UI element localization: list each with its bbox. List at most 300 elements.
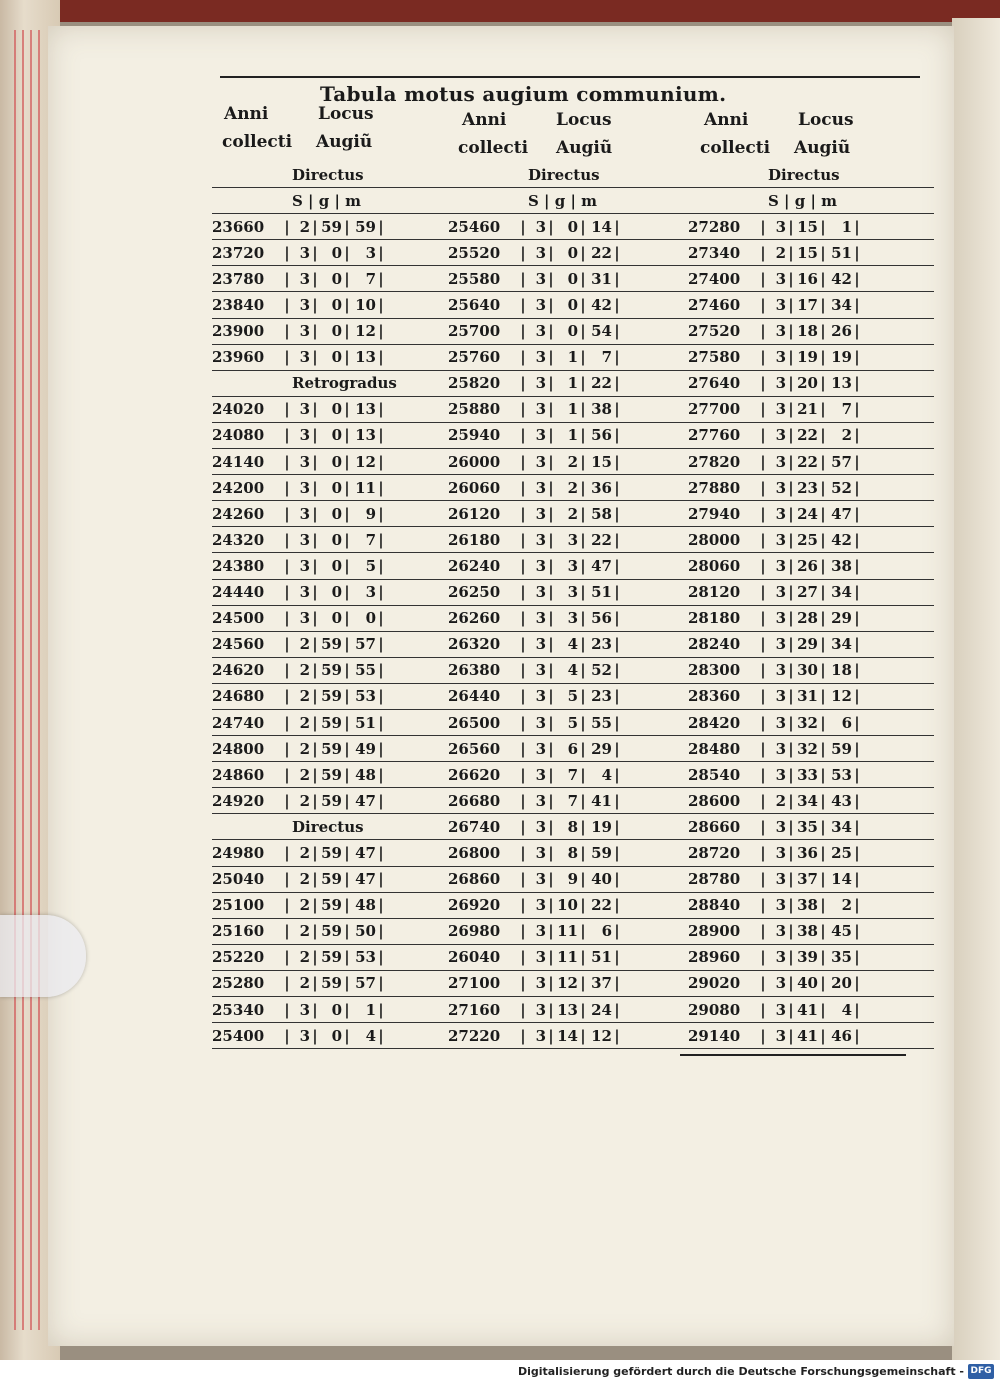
degrees-cell: 3 (567, 530, 578, 549)
column-separator: | (614, 765, 620, 784)
minutes-cell: 4 (365, 1026, 376, 1045)
table-row (212, 345, 458, 371)
column-separator: | (788, 556, 794, 575)
column-separator: | (760, 504, 766, 523)
signs-cell: 3 (535, 504, 546, 523)
column-separator: | (344, 739, 350, 758)
column-separator: | (854, 609, 860, 628)
table-row (212, 840, 458, 866)
degrees-cell: 11 (557, 948, 578, 967)
column-separator: | (580, 530, 586, 549)
column-separator: | (614, 583, 620, 602)
column-separator: | (788, 348, 794, 367)
degrees-cell: 59 (321, 974, 342, 993)
column-separator: | (614, 217, 620, 236)
signs-cell: 3 (299, 269, 310, 288)
year-cell: 25940 (448, 426, 501, 445)
minutes-cell: 52 (831, 478, 852, 497)
column-separator: | (820, 765, 826, 784)
header-locus-3: Locus (798, 110, 854, 130)
column-separator: | (284, 661, 290, 680)
column-separator: | (788, 922, 794, 941)
minutes-cell: 35 (831, 948, 852, 967)
signs-cell: 2 (775, 243, 786, 262)
column-separator: | (312, 504, 318, 523)
column-separator: | (760, 348, 766, 367)
minutes-cell: 34 (831, 296, 852, 315)
signs-cell: 3 (299, 296, 310, 315)
column-separator: | (284, 530, 290, 549)
column-separator: | (820, 374, 826, 393)
column-separator: | (520, 478, 526, 497)
page-clip (0, 915, 86, 997)
column-separator: | (760, 739, 766, 758)
table-row (448, 632, 694, 658)
minutes-cell: 31 (591, 269, 612, 288)
year-cell: 28960 (688, 948, 741, 967)
signs-cell: 2 (299, 765, 310, 784)
column-separator: | (760, 583, 766, 602)
column-separator: | (820, 426, 826, 445)
column-separator: | (378, 426, 384, 445)
degrees-cell: 31 (797, 687, 818, 706)
column-separator: | (520, 765, 526, 784)
column-separator: | (580, 269, 586, 288)
column-separator: | (760, 243, 766, 262)
column-separator: | (378, 739, 384, 758)
degrees-cell: 0 (567, 269, 578, 288)
column-separator: | (312, 609, 318, 628)
signs-cell: 3 (775, 530, 786, 549)
minutes-cell: 55 (591, 713, 612, 732)
column-separator: | (760, 896, 766, 915)
degrees-cell: 0 (567, 296, 578, 315)
column-separator: | (548, 322, 554, 341)
signs-cell: 3 (775, 217, 786, 236)
degrees-cell: 25 (797, 530, 818, 549)
year-cell: 23900 (212, 322, 265, 341)
table-row (688, 580, 934, 606)
signs-cell: 3 (299, 426, 310, 445)
signs-cell: 3 (299, 400, 310, 419)
year-cell: 24980 (212, 843, 265, 862)
column-separator: | (312, 765, 318, 784)
degrees-cell: 7 (567, 791, 578, 810)
column-separator: | (820, 556, 826, 575)
degrees-cell: 0 (331, 452, 342, 471)
table-row (448, 266, 694, 292)
table-row (448, 840, 694, 866)
column-separator: | (312, 426, 318, 445)
column-separator: | (344, 400, 350, 419)
column-separator: | (820, 713, 826, 732)
column-separator: | (788, 504, 794, 523)
degrees-cell: 3 (567, 556, 578, 575)
column-separator: | (378, 687, 384, 706)
column-separator: | (614, 504, 620, 523)
degrees-cell: 59 (321, 765, 342, 784)
column-separator: | (520, 322, 526, 341)
degrees-cell: 12 (557, 974, 578, 993)
year-cell: 25760 (448, 348, 501, 367)
degrees-cell: 14 (557, 1026, 578, 1045)
signs-cell: 3 (775, 661, 786, 680)
minutes-cell: 47 (831, 504, 852, 523)
column-separator: | (284, 504, 290, 523)
degrees-cell: 36 (797, 843, 818, 862)
table-row (448, 371, 694, 397)
footer (0, 1360, 1000, 1384)
year-cell: 27400 (688, 269, 741, 288)
column-separator: | (284, 269, 290, 288)
column-separator: | (548, 739, 554, 758)
column-separator: | (520, 713, 526, 732)
column-separator: | (312, 583, 318, 602)
column-separator: | (548, 374, 554, 393)
signs-cell: 3 (775, 765, 786, 784)
signs-cell: 3 (775, 348, 786, 367)
table-row (212, 475, 458, 501)
column-separator: | (820, 452, 826, 471)
column-separator: | (580, 765, 586, 784)
table-row (212, 397, 458, 423)
year-cell: 27820 (688, 452, 741, 471)
degrees-cell: 26 (797, 556, 818, 575)
column-separator: | (344, 661, 350, 680)
degrees-cell: 40 (797, 974, 818, 993)
column-separator: | (788, 322, 794, 341)
column-separator: | (520, 348, 526, 367)
minutes-cell: 6 (841, 713, 852, 732)
section-label: Directus (528, 165, 600, 184)
degrees-cell: 24 (797, 504, 818, 523)
column-separator: | (820, 1026, 826, 1045)
signs-cell: 3 (299, 243, 310, 262)
column-separator: | (854, 374, 860, 393)
column-separator: | (520, 817, 526, 836)
degrees-cell: 38 (797, 922, 818, 941)
minutes-cell: 3 (365, 583, 376, 602)
signs-cell: 3 (775, 1000, 786, 1019)
signs-cell: 3 (535, 269, 546, 288)
column-separator: | (520, 217, 526, 236)
column-separator: | (760, 269, 766, 288)
degrees-cell: 8 (567, 817, 578, 836)
column-separator: | (760, 843, 766, 862)
column-separator: | (614, 870, 620, 889)
degrees-cell: 9 (567, 870, 578, 889)
signs-cell: 3 (775, 374, 786, 393)
table-row (212, 319, 458, 345)
column-separator: | (854, 817, 860, 836)
degrees-cell: 5 (567, 687, 578, 706)
column-separator: | (788, 635, 794, 654)
year-cell: 25880 (448, 400, 501, 419)
signs-cell: 2 (299, 217, 310, 236)
column-separator: | (580, 426, 586, 445)
column-separator: | (788, 765, 794, 784)
column-separator: | (820, 609, 826, 628)
table-row (448, 214, 694, 240)
book-cover (0, 0, 1000, 22)
column-separator: | (312, 1000, 318, 1019)
signs-cell: 3 (299, 452, 310, 471)
minutes-cell: 46 (831, 1026, 852, 1045)
column-separator: | (284, 713, 290, 732)
signs-cell: 3 (535, 348, 546, 367)
column-separator: | (548, 635, 554, 654)
degrees-cell: 15 (797, 243, 818, 262)
column-separator: | (284, 609, 290, 628)
column-separator: | (580, 922, 586, 941)
year-cell: 23780 (212, 269, 265, 288)
year-cell: 27280 (688, 217, 741, 236)
table-row (212, 867, 458, 893)
degrees-cell: 18 (797, 322, 818, 341)
year-cell: 27700 (688, 400, 741, 419)
signs-cell: 3 (535, 974, 546, 993)
minutes-cell: 49 (355, 739, 376, 758)
degrees-cell: 22 (797, 426, 818, 445)
column-separator: | (344, 583, 350, 602)
table-row (212, 527, 458, 553)
minutes-cell: 42 (591, 296, 612, 315)
year-cell: 28540 (688, 765, 741, 784)
year-cell: 26860 (448, 870, 501, 889)
column-separator: | (548, 922, 554, 941)
degrees-cell: 29 (797, 635, 818, 654)
column-separator: | (548, 504, 554, 523)
degrees-cell: 41 (797, 1000, 818, 1019)
column-separator: | (788, 400, 794, 419)
minutes-cell: 5 (365, 556, 376, 575)
column-separator: | (312, 1026, 318, 1045)
year-cell: 28120 (688, 583, 741, 602)
signs-cell: 3 (299, 583, 310, 602)
signs-cell: 2 (299, 922, 310, 941)
column-separator: | (284, 1026, 290, 1045)
year-cell: 25400 (212, 1026, 265, 1045)
degrees-cell: 59 (321, 713, 342, 732)
column-separator: | (820, 974, 826, 993)
column-separator: | (312, 635, 318, 654)
minutes-cell: 47 (591, 556, 612, 575)
signs-cell: 2 (299, 687, 310, 706)
column-separator: | (760, 374, 766, 393)
column-separator: | (378, 1000, 384, 1019)
column-separator: | (284, 426, 290, 445)
minutes-cell: 13 (355, 348, 376, 367)
column-separator: | (312, 556, 318, 575)
table-row (688, 840, 934, 866)
column-separator: | (854, 1026, 860, 1045)
units-label: S | g | m (768, 191, 837, 210)
column-separator: | (312, 243, 318, 262)
signs-cell: 3 (775, 817, 786, 836)
signs-cell: 3 (775, 478, 786, 497)
degrees-cell: 13 (557, 1000, 578, 1019)
column-separator: | (788, 739, 794, 758)
column-separator: | (284, 556, 290, 575)
column-separator: | (378, 948, 384, 967)
table-row (212, 606, 458, 632)
column-separator: | (820, 217, 826, 236)
year-cell: 24260 (212, 504, 265, 523)
year-cell: 23840 (212, 296, 265, 315)
year-cell: 24740 (212, 713, 265, 732)
column-separator: | (580, 452, 586, 471)
column-separator: | (614, 687, 620, 706)
minutes-cell: 51 (355, 713, 376, 732)
column-separator: | (760, 322, 766, 341)
column-separator: | (312, 791, 318, 810)
table-row (448, 919, 694, 945)
signs-cell: 2 (299, 661, 310, 680)
year-cell: 24320 (212, 530, 265, 549)
column-separator: | (854, 635, 860, 654)
year-cell: 25340 (212, 1000, 265, 1019)
column-separator: | (548, 817, 554, 836)
column-separator: | (614, 635, 620, 654)
table-row (688, 919, 934, 945)
column-separator: | (788, 609, 794, 628)
column-separator: | (854, 896, 860, 915)
year-cell: 25280 (212, 974, 265, 993)
year-cell: 28480 (688, 739, 741, 758)
column-separator: | (760, 922, 766, 941)
signs-cell: 3 (535, 817, 546, 836)
bottom-rule (680, 1054, 906, 1056)
column-separator: | (788, 426, 794, 445)
year-cell: 26000 (448, 452, 501, 471)
column-separator: | (344, 243, 350, 262)
column-separator: | (854, 217, 860, 236)
column-separator: | (580, 896, 586, 915)
signs-cell: 2 (299, 635, 310, 654)
column-separator: | (284, 348, 290, 367)
column-separator: | (344, 1000, 350, 1019)
column-separator: | (760, 713, 766, 732)
minutes-cell: 7 (365, 269, 376, 288)
column-separator: | (520, 791, 526, 810)
column-separator: | (788, 817, 794, 836)
signs-cell: 3 (775, 1026, 786, 1045)
degrees-cell: 0 (567, 217, 578, 236)
year-cell: 26060 (448, 478, 501, 497)
signs-cell: 2 (299, 791, 310, 810)
year-cell: 29140 (688, 1026, 741, 1045)
minutes-cell: 7 (841, 400, 852, 419)
signs-cell: 3 (535, 556, 546, 575)
table-row (688, 319, 934, 345)
column-separator: | (614, 530, 620, 549)
minutes-cell: 13 (831, 374, 852, 393)
table-row (448, 971, 694, 997)
signs-cell: 3 (535, 243, 546, 262)
footer-text: Digitalisierung gefördert durch die Deutsche Forschungsgemeinschaft - (517, 1365, 964, 1378)
column-separator: | (378, 452, 384, 471)
table-column-1 (212, 162, 458, 1049)
signs-cell: 3 (775, 556, 786, 575)
column-separator: | (520, 374, 526, 393)
table-row (448, 501, 694, 527)
column-separator: | (820, 478, 826, 497)
table-row (448, 423, 694, 449)
column-separator: | (614, 452, 620, 471)
table-row (448, 553, 694, 579)
year-cell: 27460 (688, 296, 741, 315)
section-label-row (688, 162, 934, 188)
margin-note (962, 300, 992, 1300)
minutes-cell: 40 (591, 870, 612, 889)
table-row (688, 449, 934, 475)
table-row (688, 475, 934, 501)
column-separator: | (378, 217, 384, 236)
column-separator: | (820, 817, 826, 836)
minutes-cell: 56 (591, 609, 612, 628)
column-separator: | (820, 791, 826, 810)
table-row (212, 501, 458, 527)
column-separator: | (580, 374, 586, 393)
column-separator: | (520, 426, 526, 445)
header-collecti-1: collecti (222, 132, 293, 152)
column-separator: | (580, 687, 586, 706)
table-row (448, 240, 694, 266)
column-separator: | (760, 217, 766, 236)
column-separator: | (312, 661, 318, 680)
column-separator: | (520, 948, 526, 967)
year-cell: 28000 (688, 530, 741, 549)
year-cell: 24860 (212, 765, 265, 784)
table-row (212, 945, 458, 971)
year-cell: 24560 (212, 635, 265, 654)
column-separator: | (820, 243, 826, 262)
year-cell: 25460 (448, 217, 501, 236)
column-separator: | (548, 243, 554, 262)
column-separator: | (284, 948, 290, 967)
column-separator: | (614, 296, 620, 315)
column-separator: | (312, 217, 318, 236)
degrees-cell: 59 (321, 843, 342, 862)
year-cell: 27880 (688, 478, 741, 497)
column-separator: | (378, 243, 384, 262)
signs-cell: 3 (535, 896, 546, 915)
column-separator: | (760, 296, 766, 315)
column-separator: | (378, 478, 384, 497)
column-separator: | (520, 739, 526, 758)
minutes-cell: 7 (365, 530, 376, 549)
column-separator: | (788, 1026, 794, 1045)
table-row (212, 214, 458, 240)
column-separator: | (580, 478, 586, 497)
signs-cell: 3 (535, 661, 546, 680)
signs-cell: 3 (535, 843, 546, 862)
column-separator: | (548, 1000, 554, 1019)
table-row (212, 710, 458, 736)
minutes-cell: 59 (831, 739, 852, 758)
table-row (688, 501, 934, 527)
section-label-row (212, 371, 458, 397)
degrees-cell: 1 (567, 400, 578, 419)
degrees-cell: 0 (331, 556, 342, 575)
column-separator: | (378, 635, 384, 654)
degrees-cell: 0 (331, 504, 342, 523)
table-row (688, 240, 934, 266)
minutes-cell: 12 (355, 452, 376, 471)
column-separator: | (820, 504, 826, 523)
degrees-cell: 0 (331, 583, 342, 602)
column-separator: | (344, 948, 350, 967)
